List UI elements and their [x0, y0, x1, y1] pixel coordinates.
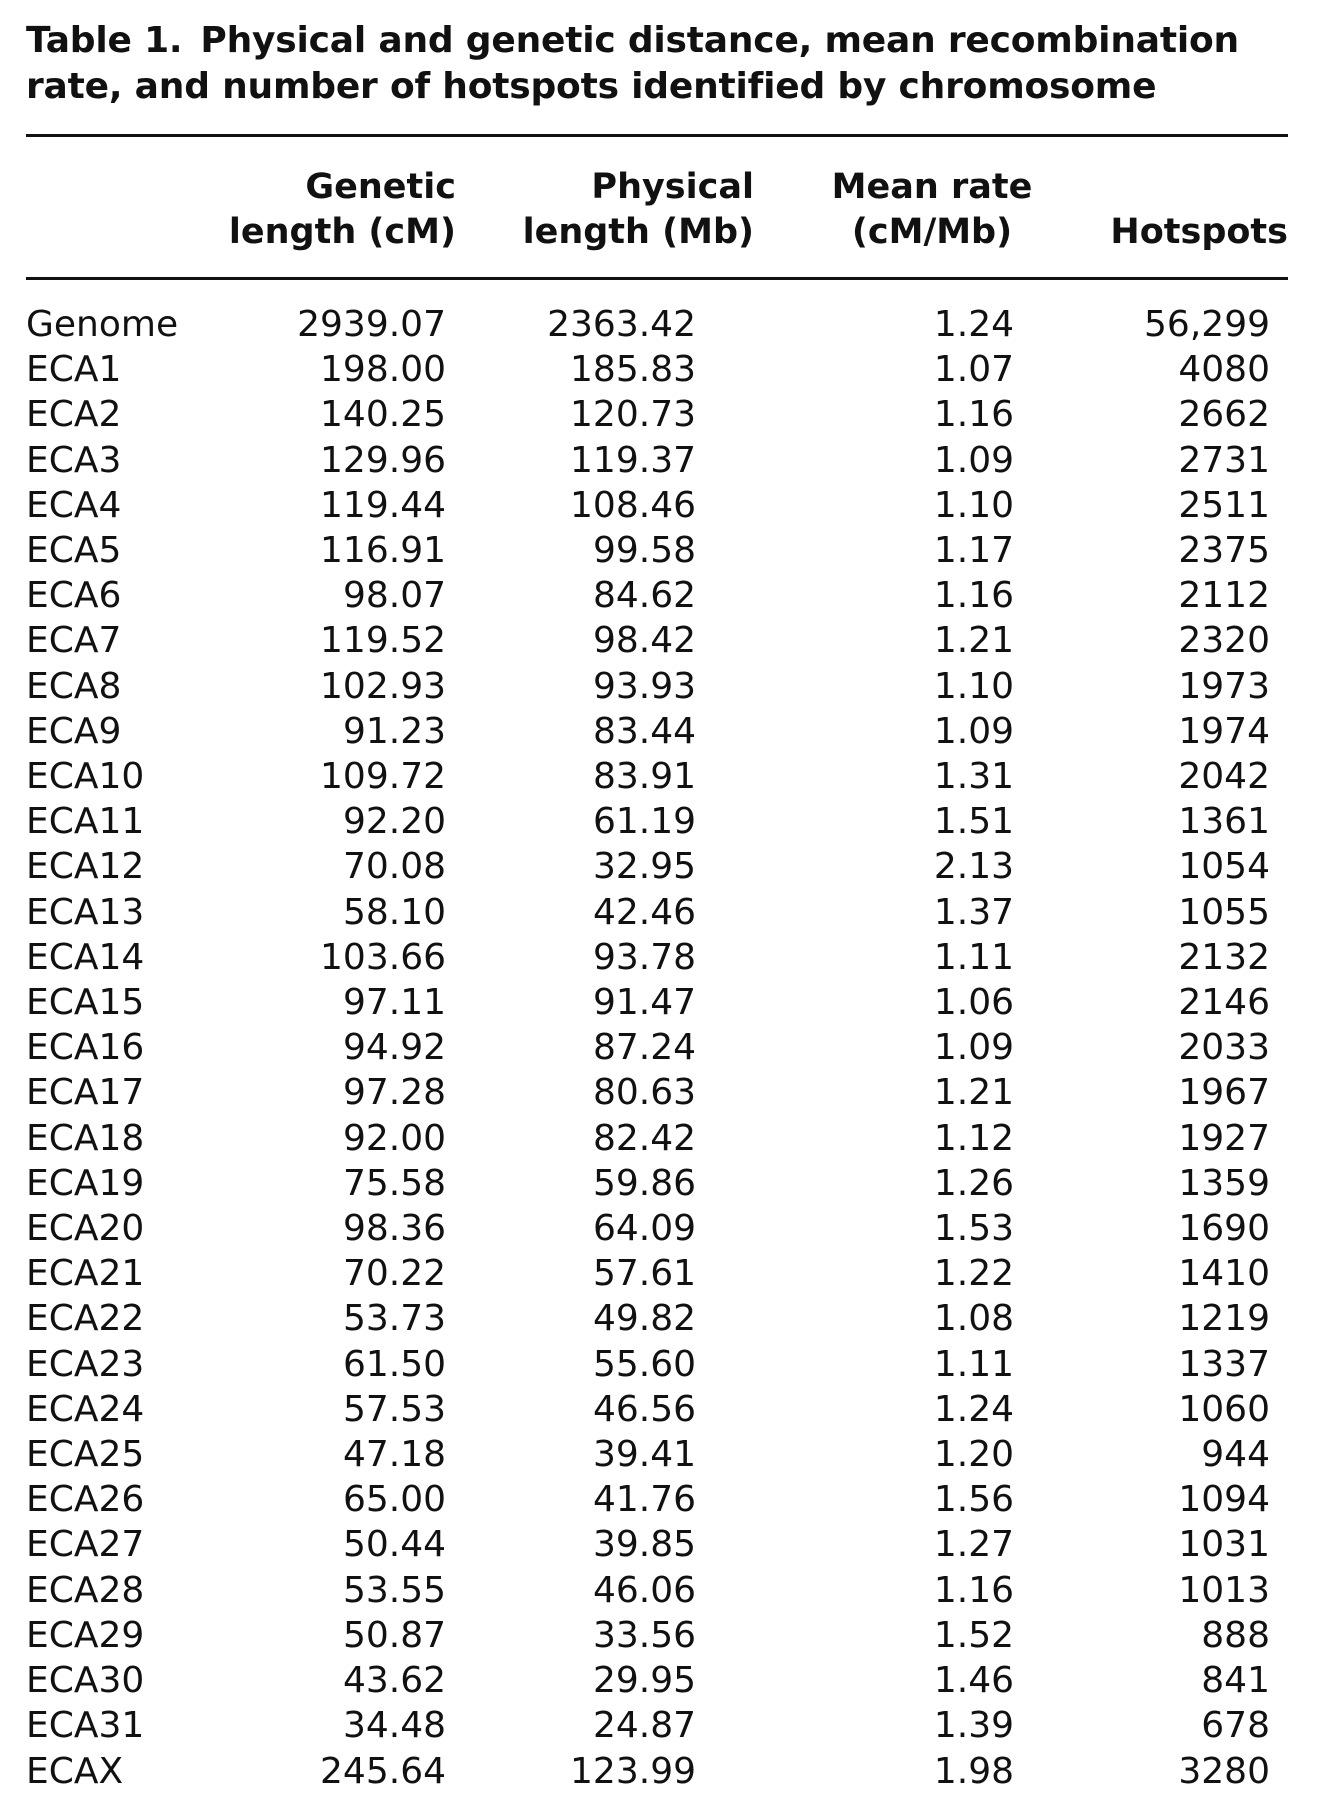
cell-hotspots: 1060	[1178, 1388, 1270, 1430]
cell-physical-length: 24.87	[592, 1705, 696, 1747]
cell-mean-rate: 1.09	[933, 1027, 1014, 1069]
cell-chromosome: ECA22	[26, 1298, 145, 1340]
cell-mean-rate: 1.52	[933, 1614, 1014, 1656]
cell-genetic-length: 129.96	[320, 439, 446, 481]
header-mean-rate	[786, 137, 1056, 277]
header-genetic-length	[221, 137, 476, 277]
cell-physical-length: 123.99	[570, 1750, 696, 1792]
cell-mean-rate: 1.56	[933, 1479, 1014, 1521]
cell-physical-length: 64.09	[592, 1208, 696, 1250]
cell-physical-length: 46.06	[592, 1569, 696, 1611]
header-hotspots-label: Hotspots	[1110, 212, 1288, 252]
cell-chromosome: ECA30	[26, 1660, 145, 1702]
cell-genetic-length: 103.66	[320, 936, 446, 978]
header-rate-line1: Mean rate	[831, 167, 1033, 207]
cell-physical-length: 120.73	[570, 394, 696, 436]
cell-physical-length: 2363.42	[547, 304, 696, 345]
cell-chromosome: ECA21	[26, 1253, 145, 1295]
cell-genetic-length: 50.44	[342, 1524, 446, 1566]
data-table	[26, 137, 1288, 1794]
cell-genetic-length: 119.52	[320, 620, 446, 662]
cell-mean-rate: 1.22	[933, 1253, 1014, 1295]
cell-physical-length: 80.63	[592, 1072, 696, 1114]
cell-mean-rate: 1.24	[933, 304, 1014, 345]
table-row	[26, 799, 1288, 844]
table-row	[26, 664, 1288, 709]
cell-genetic-length: 92.20	[342, 801, 446, 843]
cell-chromosome: ECA26	[26, 1479, 145, 1521]
cell-physical-length: 46.56	[592, 1388, 696, 1430]
header-physical-length	[476, 137, 786, 277]
cell-chromosome: ECA27	[26, 1524, 145, 1566]
cell-genetic-length: 97.28	[342, 1072, 446, 1114]
cell-hotspots: 2132	[1178, 936, 1270, 978]
cell-mean-rate: 1.20	[933, 1434, 1014, 1476]
cell-mean-rate: 1.16	[933, 575, 1014, 617]
cell-genetic-length: 91.23	[342, 710, 446, 752]
cell-chromosome: ECA24	[26, 1388, 145, 1430]
cell-hotspots: 2112	[1178, 575, 1270, 617]
cell-physical-length: 91.47	[592, 982, 696, 1024]
cell-genetic-length: 116.91	[320, 530, 446, 572]
table-label: Table 1.	[26, 20, 183, 61]
table-row	[26, 1342, 1288, 1387]
cell-chromosome: ECA31	[26, 1705, 145, 1747]
cell-chromosome: ECA14	[26, 936, 145, 978]
header-genetic-line2: length (cM)	[228, 212, 456, 252]
table-row	[26, 280, 1288, 347]
cell-mean-rate: 1.06	[933, 982, 1014, 1024]
cell-physical-length: 83.91	[592, 756, 696, 798]
cell-genetic-length: 70.08	[342, 846, 446, 888]
cell-hotspots: 1927	[1178, 1117, 1270, 1159]
cell-chromosome: ECA4	[26, 484, 122, 526]
table-row	[26, 1116, 1288, 1161]
cell-genetic-length: 198.00	[320, 349, 446, 391]
table-caption	[26, 18, 1288, 110]
cell-mean-rate: 1.08	[933, 1298, 1014, 1340]
table-row	[26, 438, 1288, 483]
cell-hotspots: 2042	[1178, 756, 1270, 798]
cell-physical-length: 32.95	[592, 846, 696, 888]
cell-chromosome: ECA15	[26, 982, 145, 1024]
cell-physical-length: 59.86	[592, 1162, 696, 1204]
cell-mean-rate: 1.11	[933, 1343, 1014, 1385]
cell-hotspots: 2320	[1178, 620, 1270, 662]
table-body	[26, 280, 1288, 1794]
header-chromosome	[26, 137, 221, 277]
cell-hotspots: 1690	[1178, 1208, 1270, 1250]
table-row	[26, 1522, 1288, 1567]
cell-genetic-length: 102.93	[320, 665, 446, 707]
cell-mean-rate: 1.11	[933, 936, 1014, 978]
table-row	[26, 392, 1288, 437]
table-row	[26, 980, 1288, 1025]
table-row	[26, 844, 1288, 889]
cell-physical-length: 119.37	[570, 439, 696, 481]
cell-physical-length: 87.24	[592, 1027, 696, 1069]
cell-mean-rate: 1.12	[933, 1117, 1014, 1159]
cell-chromosome: ECA8	[26, 665, 122, 707]
cell-hotspots: 3280	[1178, 1750, 1270, 1792]
table-header	[26, 137, 1288, 280]
cell-physical-length: 61.19	[592, 801, 696, 843]
cell-chromosome: ECA28	[26, 1569, 145, 1611]
cell-genetic-length: 119.44	[320, 484, 446, 526]
cell-physical-length: 108.46	[570, 484, 696, 526]
cell-physical-length: 39.41	[592, 1434, 696, 1476]
cell-chromosome: ECA11	[26, 801, 145, 843]
cell-mean-rate: 1.10	[933, 484, 1014, 526]
cell-chromosome: ECA2	[26, 394, 122, 436]
header-physical-line1: Physical	[591, 167, 754, 207]
cell-mean-rate: 1.17	[933, 530, 1014, 572]
cell-genetic-length: 65.00	[342, 1479, 446, 1521]
table-row	[26, 935, 1288, 980]
cell-genetic-length: 98.36	[342, 1208, 446, 1250]
table-caption-text: Physical and genetic distance, mean recombination rate, and number of hotspots identified by chromosome	[26, 20, 1239, 107]
cell-physical-length: 42.46	[592, 891, 696, 933]
cell-mean-rate: 1.98	[933, 1750, 1014, 1792]
cell-mean-rate: 1.26	[933, 1162, 1014, 1204]
header-hotspots	[1056, 137, 1288, 277]
table-row	[26, 1387, 1288, 1432]
table-row	[26, 1070, 1288, 1115]
cell-mean-rate: 1.09	[933, 710, 1014, 752]
cell-chromosome: ECA9	[26, 710, 122, 752]
cell-mean-rate: 1.16	[933, 394, 1014, 436]
cell-hotspots: 2511	[1178, 484, 1270, 526]
cell-genetic-length: 53.73	[342, 1298, 446, 1340]
cell-physical-length: 57.61	[592, 1253, 696, 1295]
cell-chromosome: ECA12	[26, 846, 145, 888]
cell-hotspots: 2375	[1178, 530, 1270, 572]
cell-mean-rate: 1.21	[933, 620, 1014, 662]
cell-chromosome: ECA6	[26, 575, 122, 617]
cell-physical-length: 93.93	[592, 665, 696, 707]
cell-hotspots: 1054	[1178, 846, 1270, 888]
cell-genetic-length: 109.72	[320, 756, 446, 798]
cell-chromosome: ECA3	[26, 439, 122, 481]
cell-hotspots: 1031	[1178, 1524, 1270, 1566]
cell-genetic-length: 34.48	[342, 1705, 446, 1747]
cell-physical-length: 41.76	[592, 1479, 696, 1521]
table-row	[26, 1613, 1288, 1658]
cell-physical-length: 33.56	[592, 1614, 696, 1656]
cell-genetic-length: 57.53	[342, 1388, 446, 1430]
table-row	[26, 528, 1288, 573]
table-row	[26, 1161, 1288, 1206]
cell-mean-rate: 1.46	[933, 1660, 1014, 1702]
cell-physical-length: 55.60	[592, 1343, 696, 1385]
cell-hotspots: 888	[1201, 1614, 1270, 1656]
cell-mean-rate: 1.16	[933, 1569, 1014, 1611]
cell-hotspots: 678	[1201, 1705, 1270, 1747]
table-row	[26, 1477, 1288, 1522]
cell-chromosome: ECA7	[26, 620, 122, 662]
cell-genetic-length: 75.58	[342, 1162, 446, 1204]
cell-mean-rate: 1.31	[933, 756, 1014, 798]
cell-mean-rate: 1.10	[933, 665, 1014, 707]
cell-genetic-length: 47.18	[342, 1434, 446, 1476]
cell-mean-rate: 2.13	[933, 846, 1014, 888]
cell-chromosome: ECA19	[26, 1162, 145, 1204]
cell-chromosome: Genome	[26, 304, 179, 345]
cell-hotspots: 1337	[1178, 1343, 1270, 1385]
cell-genetic-length: 43.62	[342, 1660, 446, 1702]
table-row	[26, 1568, 1288, 1613]
cell-mean-rate: 1.39	[933, 1705, 1014, 1747]
cell-genetic-length: 92.00	[342, 1117, 446, 1159]
table-row	[26, 618, 1288, 663]
cell-genetic-length: 97.11	[342, 982, 446, 1024]
cell-mean-rate: 1.53	[933, 1208, 1014, 1250]
cell-mean-rate: 1.07	[933, 349, 1014, 391]
cell-chromosome: ECA18	[26, 1117, 145, 1159]
cell-hotspots: 2662	[1178, 394, 1270, 436]
cell-chromosome: ECA23	[26, 1343, 145, 1385]
cell-genetic-length: 61.50	[342, 1343, 446, 1385]
cell-chromosome: ECA16	[26, 1027, 145, 1069]
cell-hotspots: 1410	[1178, 1253, 1270, 1295]
cell-chromosome: ECAX	[26, 1750, 124, 1792]
cell-hotspots: 1361	[1178, 801, 1270, 843]
cell-chromosome: ECA13	[26, 891, 145, 933]
cell-genetic-length: 94.92	[342, 1027, 446, 1069]
table-row	[26, 573, 1288, 618]
table-row	[26, 1296, 1288, 1341]
cell-hotspots: 2033	[1178, 1027, 1270, 1069]
cell-hotspots: 841	[1201, 1660, 1270, 1702]
cell-mean-rate: 1.37	[933, 891, 1014, 933]
cell-chromosome: ECA20	[26, 1208, 145, 1250]
table-row	[26, 1703, 1288, 1748]
cell-mean-rate: 1.09	[933, 439, 1014, 481]
table-row	[26, 890, 1288, 935]
cell-hotspots: 1974	[1178, 710, 1270, 752]
table-row	[26, 483, 1288, 528]
table-row	[26, 1749, 1288, 1794]
cell-physical-length: 83.44	[592, 710, 696, 752]
cell-hotspots: 1973	[1178, 665, 1270, 707]
cell-mean-rate: 1.51	[933, 801, 1014, 843]
cell-genetic-length: 245.64	[320, 1750, 446, 1792]
cell-chromosome: ECA10	[26, 756, 145, 798]
cell-physical-length: 82.42	[592, 1117, 696, 1159]
cell-genetic-length: 53.55	[342, 1569, 446, 1611]
cell-hotspots: 2731	[1178, 439, 1270, 481]
table-container	[26, 18, 1288, 1794]
cell-physical-length: 29.95	[592, 1660, 696, 1702]
cell-hotspots: 944	[1201, 1434, 1270, 1476]
cell-hotspots: 1055	[1178, 891, 1270, 933]
table-row	[26, 1025, 1288, 1070]
table-row	[26, 1658, 1288, 1703]
header-rate-line2: (cM/Mb)	[851, 212, 1013, 252]
table-row	[26, 1251, 1288, 1296]
cell-hotspots: 4080	[1178, 349, 1270, 391]
cell-genetic-length: 98.07	[342, 575, 446, 617]
cell-chromosome: ECA25	[26, 1434, 145, 1476]
table-row	[26, 1432, 1288, 1477]
table-row	[26, 709, 1288, 754]
cell-chromosome: ECA5	[26, 530, 122, 572]
cell-genetic-length: 70.22	[342, 1253, 446, 1295]
cell-chromosome: ECA17	[26, 1072, 145, 1114]
table-row	[26, 347, 1288, 392]
cell-genetic-length: 58.10	[342, 891, 446, 933]
cell-genetic-length: 50.87	[342, 1614, 446, 1656]
cell-physical-length: 39.85	[592, 1524, 696, 1566]
cell-hotspots: 2146	[1178, 982, 1270, 1024]
cell-physical-length: 49.82	[592, 1298, 696, 1340]
table-row	[26, 754, 1288, 799]
cell-genetic-length: 2939.07	[297, 304, 446, 345]
cell-mean-rate: 1.27	[933, 1524, 1014, 1566]
cell-mean-rate: 1.21	[933, 1072, 1014, 1114]
cell-hotspots: 56,299	[1144, 304, 1270, 345]
cell-chromosome: ECA29	[26, 1614, 145, 1656]
cell-hotspots: 1013	[1178, 1569, 1270, 1611]
header-physical-line2: length (Mb)	[522, 212, 754, 252]
cell-physical-length: 93.78	[592, 936, 696, 978]
cell-chromosome: ECA1	[26, 349, 122, 391]
cell-genetic-length: 140.25	[320, 394, 446, 436]
cell-physical-length: 98.42	[592, 620, 696, 662]
table-row	[26, 1206, 1288, 1251]
cell-physical-length: 185.83	[570, 349, 696, 391]
cell-hotspots: 1094	[1178, 1479, 1270, 1521]
cell-physical-length: 84.62	[592, 575, 696, 617]
cell-hotspots: 1967	[1178, 1072, 1270, 1114]
cell-hotspots: 1219	[1178, 1298, 1270, 1340]
header-genetic-line1: Genetic	[305, 167, 456, 207]
cell-hotspots: 1359	[1178, 1162, 1270, 1204]
cell-physical-length: 99.58	[592, 530, 696, 572]
cell-mean-rate: 1.24	[933, 1388, 1014, 1430]
